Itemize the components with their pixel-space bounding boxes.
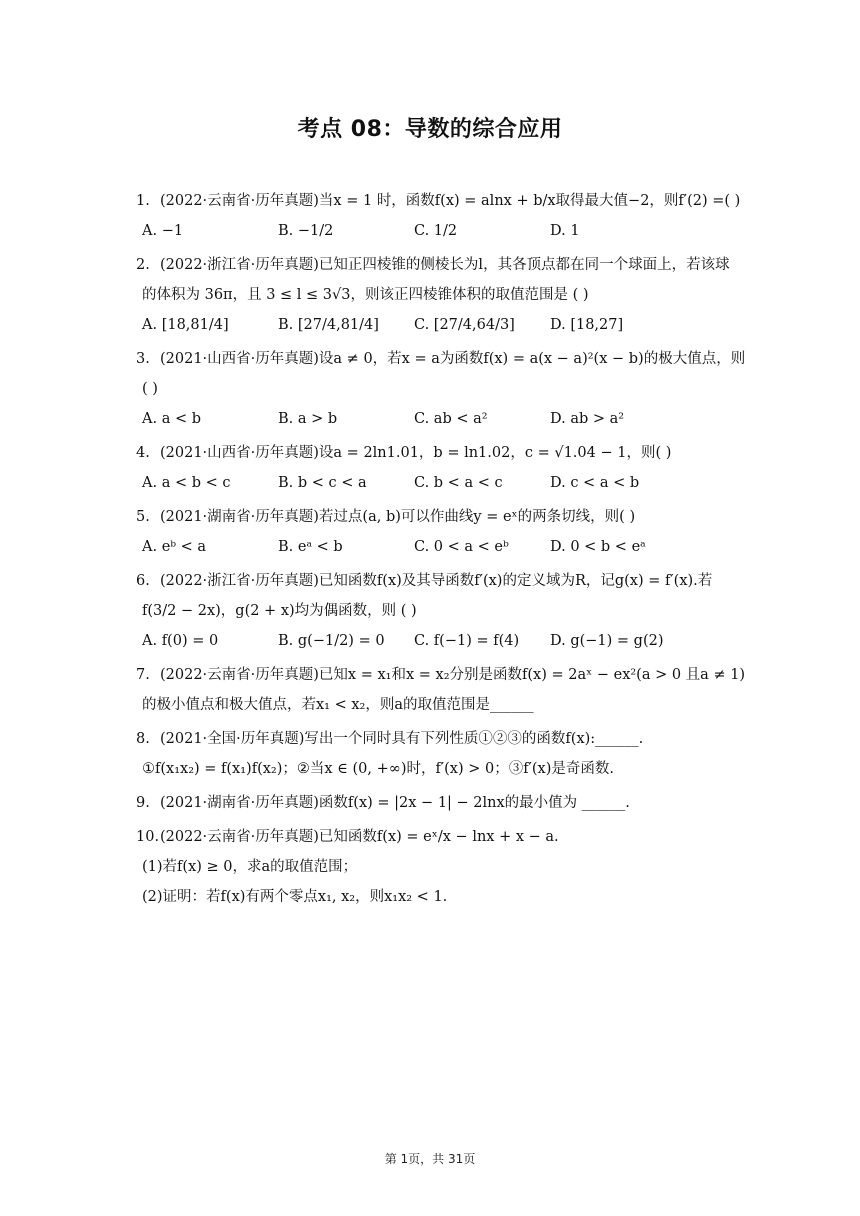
option-c: C. f(−1) = f(4) xyxy=(414,633,520,649)
question-number: 3. xyxy=(136,351,150,367)
question-text: (2022·浙江省·历年真题)已知函数f(x)及其导函数f′(x)的定义域为R，记g(x) = f′(x).若 xyxy=(160,573,713,589)
option-a: A. a < b xyxy=(142,411,201,427)
option-b: B. eᵃ < b xyxy=(278,539,343,555)
options xyxy=(136,626,756,656)
question-number: 9. xyxy=(136,795,150,811)
options xyxy=(136,532,756,562)
question-text-continued: 的体积为 36π，且 3 ≤ l ≤ 3√3，则该正四棱锥体积的取值范围是 ( ) xyxy=(142,287,589,303)
option-b: B. −1/2 xyxy=(278,223,334,239)
option-d: D. 0 < b < eᵃ xyxy=(550,539,646,555)
question-number: 4. xyxy=(136,445,150,461)
option-a: A. −1 xyxy=(142,223,184,239)
question-text: (2021·山西省·历年真题)设a ≠ 0，若x = a为函数f(x) = a(x − a)²(x − b)的极大值点，则 xyxy=(160,351,746,367)
page-footer: 第 1页，共 31页 xyxy=(384,1152,476,1166)
question-number: 10. xyxy=(136,829,160,845)
question-3 xyxy=(136,344,756,434)
question-text: (2021·山西省·历年真题)设a = 2ln1.01，b = ln1.02，c = √1.04 − 1，则( ) xyxy=(160,445,672,461)
question-7 xyxy=(136,660,756,720)
question-text: (2021·湖南省·历年真题)函数f(x) = |2x − 1| − 2lnx的最小值为 ______. xyxy=(160,795,630,811)
option-a: A. [18,81/4] xyxy=(142,317,229,333)
question-text-continued: 的极小值点和极大值点，若x₁ < x₂，则a的取值范围是______ xyxy=(142,697,534,713)
options xyxy=(136,468,756,498)
question-8 xyxy=(136,724,756,784)
option-b: B. [27/4,81/4] xyxy=(278,317,379,333)
question-number: 6. xyxy=(136,573,150,589)
option-a: A. a < b < c xyxy=(142,475,231,491)
question-4 xyxy=(136,438,756,498)
question-number: 2. xyxy=(136,257,150,273)
question-number: 5. xyxy=(136,509,150,525)
question-part-2: (2)证明：若f(x)有两个零点x₁, x₂，则x₁x₂ < 1. xyxy=(142,889,448,905)
question-text: (2021·全国·历年真题)写出一个同时具有下列性质①②③的函数f(x):______. xyxy=(160,731,644,747)
question-text-continued: ( ) xyxy=(142,381,158,397)
options xyxy=(136,310,756,340)
question-text: (2022·云南省·历年真题)当x = 1 时，函数f(x) = alnx + b/x取得最大值−2，则f′(2) =( ) xyxy=(160,193,741,209)
option-b: B. a > b xyxy=(278,411,338,427)
option-d: D. c < a < b xyxy=(550,475,640,491)
option-d: D. 1 xyxy=(550,223,580,239)
question-text: (2022·云南省·历年真题)已知x = x₁和x = x₂分别是函数f(x) = 2aˣ − ex²(a > 0 且a ≠ 1) xyxy=(160,667,746,683)
question-part-1: (1)若f(x) ≥ 0，求a的取值范围； xyxy=(142,859,358,875)
question-text: (2022·浙江省·历年真题)已知正四棱锥的侧棱长为l，其各顶点都在同一个球面上，若该球 xyxy=(160,257,730,273)
question-text-continued: ①f(x₁x₂) = f(x₁)f(x₂)；②当x ∈ (0, +∞)时，f′(x) > 0；③f′(x)是奇函数. xyxy=(142,761,614,777)
option-c: C. 0 < a < eᵇ xyxy=(414,539,509,555)
question-2 xyxy=(136,250,756,340)
option-c: C. ab < a² xyxy=(414,411,488,427)
question-10 xyxy=(136,822,756,912)
option-c: C. b < a < c xyxy=(414,475,503,491)
question-number: 7. xyxy=(136,667,150,683)
option-d: D. g(−1) = g(2) xyxy=(550,633,664,649)
question-6 xyxy=(136,566,756,656)
option-d: D. ab > a² xyxy=(550,411,625,427)
option-c: C. 1/2 xyxy=(414,223,458,239)
options xyxy=(136,216,756,246)
question-text: (2021·湖南省·历年真题)若过点(a, b)可以作曲线y = eˣ的两条切线，则( ) xyxy=(160,509,636,525)
question-5 xyxy=(136,502,756,562)
question-9 xyxy=(136,788,756,818)
option-a: A. eᵇ < a xyxy=(142,539,207,555)
question-text-continued: f(3/2 − 2x)，g(2 + x)均为偶函数，则 ( ) xyxy=(142,603,417,619)
question-1 xyxy=(136,186,756,246)
question-number: 8. xyxy=(136,731,150,747)
question-text: (2022·云南省·历年真题)已知函数f(x) = eˣ/x − lnx + x − a. xyxy=(160,829,559,845)
page-title: 考点 08：导数的综合应用 xyxy=(297,117,563,142)
options xyxy=(136,404,756,434)
question-number: 1. xyxy=(136,193,150,209)
option-c: C. [27/4,64/3] xyxy=(414,317,515,333)
option-b: B. b < c < a xyxy=(278,475,367,491)
option-a: A. f(0) = 0 xyxy=(142,633,219,649)
option-d: D. [18,27] xyxy=(550,317,624,333)
option-b: B. g(−1/2) = 0 xyxy=(278,633,385,649)
question-list xyxy=(136,186,756,916)
